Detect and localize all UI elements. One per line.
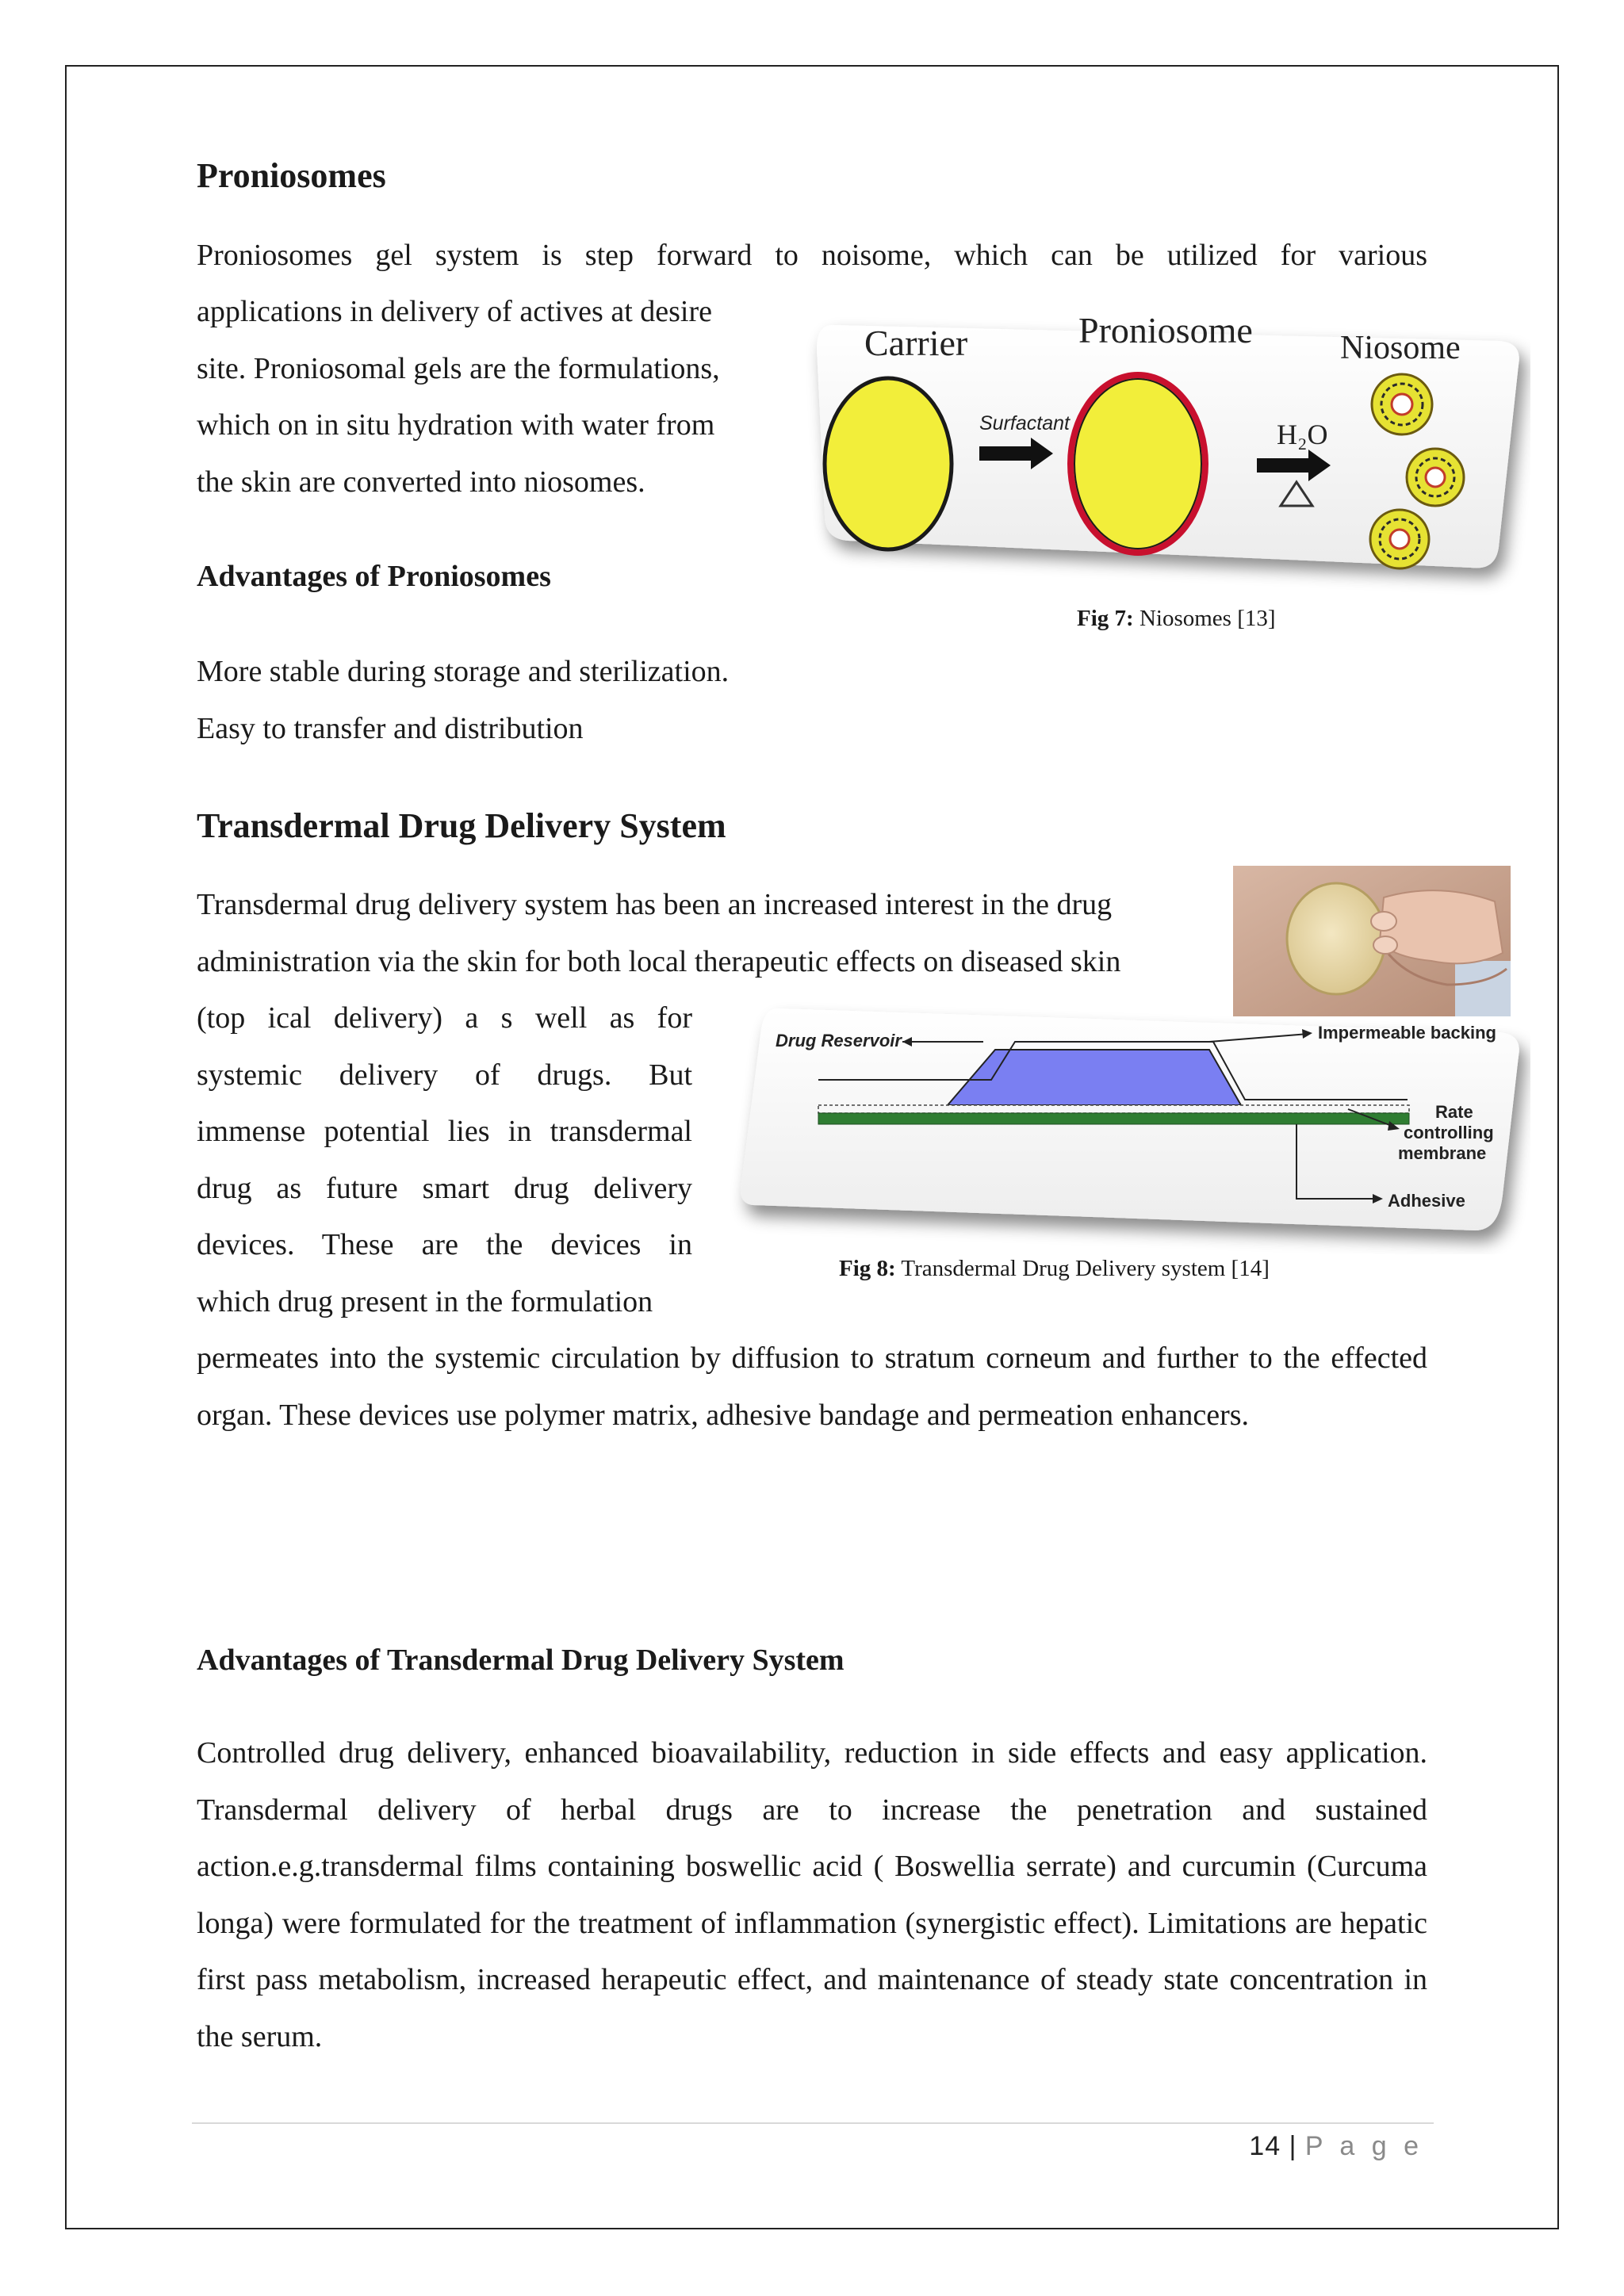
- proniosome-label: Proniosome: [1078, 310, 1253, 350]
- rate-controlling-membrane-layer: [818, 1105, 1409, 1113]
- paragraph-line: drug as future smart drug delivery: [197, 1171, 692, 1205]
- caption-text: Transdermal Drug Delivery system [14]: [895, 1256, 1270, 1281]
- carrier-particle: [825, 378, 952, 549]
- proniosomes-paragraph: [197, 284, 720, 511]
- footer-divider: [192, 2122, 1434, 2124]
- paragraph-line: which on in situ hydration with water from: [197, 408, 715, 442]
- paragraph-line: site. Proniosomal gels are the formulations,: [197, 351, 720, 385]
- paragraph-line: the skin are converted into niosomes.: [197, 465, 645, 499]
- advantages-proniosomes-heading: Advantages of Proniosomes: [197, 560, 551, 593]
- caption-label: Fig 7:: [1077, 606, 1134, 631]
- rate-controlling-label-3: membrane: [1398, 1143, 1487, 1163]
- advantages-transdermal-heading: Advantages of Transdermal Drug Delivery System: [197, 1644, 845, 1677]
- drug-reservoir-layer: [948, 1050, 1241, 1105]
- rate-controlling-label-2: controlling: [1404, 1123, 1494, 1142]
- page-number: [1249, 2131, 1423, 2162]
- figure-8-caption: [839, 1256, 1270, 1282]
- section-heading-proniosomes: Proniosomes: [197, 156, 386, 195]
- figure-niosomes: [801, 301, 1530, 603]
- transdermal-patch-photo: [1233, 866, 1511, 1016]
- transdermal-intro: [197, 877, 1120, 990]
- carrier-label: Carrier: [864, 323, 968, 363]
- advantages-proniosomes-list: [197, 644, 729, 757]
- adhesive-label: Adhesive: [1388, 1191, 1465, 1211]
- proniosomes-paragraph-first-line: Proniosomes gel system is step forward to noisome, which can be utilized for various: [197, 239, 1427, 272]
- adhesive-layer: [818, 1113, 1409, 1124]
- patch-photo-image: [1233, 866, 1511, 1016]
- advantage-item: More stable during storage and sterilization.: [197, 655, 730, 688]
- paragraph-line: applications in delivery of actives at desire: [197, 295, 712, 328]
- section-heading-transdermal: Transdermal Drug Delivery System: [197, 806, 726, 845]
- surfactant-label: Surfactant: [979, 412, 1070, 434]
- paragraph-line: Transdermal drug delivery system has been an increased interest in the drug: [197, 888, 1113, 921]
- niosome-vesicle: [1370, 510, 1429, 568]
- proniosome-particle: [1071, 375, 1205, 553]
- paragraph-line: immense potential lies in transdermal: [197, 1115, 692, 1148]
- page-number-value: 14: [1249, 2131, 1281, 2161]
- impermeable-backing-label: Impermeable backing: [1318, 1023, 1496, 1043]
- niosome-vesicle: [1407, 449, 1464, 506]
- advantages-transdermal-paragraph: Controlled drug delivery, enhanced bioavailability, reduction in side effects and easy application. Transdermal delivery of herbal drugs are to increase the penetration and sustained action.e.g.transdermal films containing boswellic acid ( Boswellia serrate) and curcumin (Curcuma longa) were formulated for the treatment of inflammation (synergistic effect). Limitations are hepatic first pass metabolism, increased herapeutic effect, and maintenance of steady state concentration in the serum.: [197, 1736, 1427, 2053]
- drug-reservoir-label: Drug Reservoir: [776, 1031, 902, 1050]
- caption-text: Niosomes [13]: [1133, 606, 1276, 631]
- page-separator: |: [1289, 2131, 1297, 2161]
- rate-controlling-label-1: Rate: [1435, 1102, 1473, 1122]
- page-word: P a g e: [1304, 2131, 1423, 2161]
- figure-transdermal-system: [730, 1001, 1530, 1254]
- paragraph-line: systemic delivery of drugs. But: [197, 1058, 692, 1092]
- paragraph-line: administration via the skin for both local therapeutic effects on diseased skin: [197, 944, 1121, 978]
- transdermal-narrow-paragraph: [197, 990, 692, 1330]
- niosome-vesicle: [1372, 374, 1432, 434]
- caption-label: Fig 8:: [839, 1256, 896, 1281]
- advantage-item: Easy to transfer and distribution: [197, 711, 584, 745]
- paragraph-line: which drug present in the formulation: [197, 1284, 653, 1318]
- transdermal-patch-diagram: [730, 1001, 1530, 1254]
- niosome-label: Niosome: [1340, 330, 1461, 366]
- water-label: H₂O: [1277, 419, 1328, 450]
- paragraph-line: (top ical delivery) a s well as for: [197, 1001, 692, 1035]
- figure-7-caption: [1077, 606, 1276, 632]
- paragraph-line: devices. These are the devices in: [197, 1228, 692, 1261]
- transdermal-paragraph-rest: permeates into the systemic circulation by diffusion to stratum corneum and further to the effected organ. These devices use polymer matrix, adhesive bandage and permeation enhancers.: [197, 1341, 1427, 1432]
- niosome-diagram: [801, 301, 1530, 603]
